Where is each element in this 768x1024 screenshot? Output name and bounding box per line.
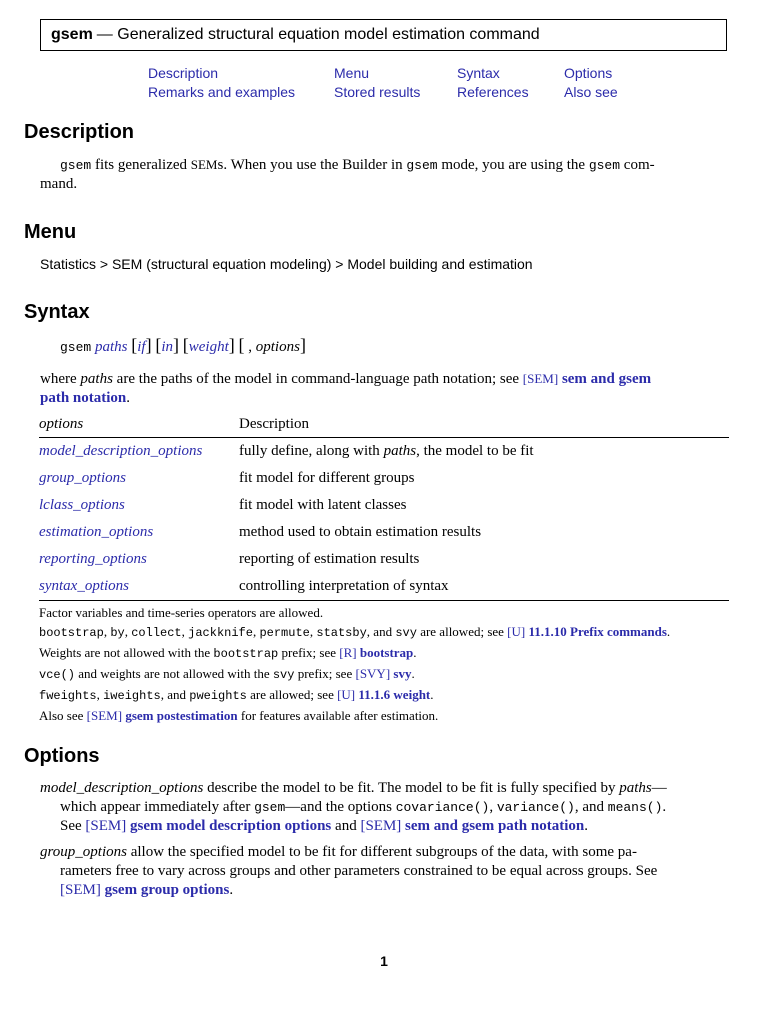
option-description: method used to obtain estimation results <box>239 524 482 540</box>
nav-link-also-see[interactable]: Also see <box>564 84 618 100</box>
ref-u[interactable]: [U] <box>507 624 526 639</box>
option-group: group_options allow the specified model to be fit for different subgroups of the data, with some pa- rameters free to vary across groups and other parameters constrained to be equal across groups. See [SEM] gsem group options. <box>40 844 658 898</box>
syntax-heading: Syntax <box>24 301 90 323</box>
table-header-options: options <box>39 412 239 438</box>
syntax-weight[interactable]: weight <box>188 339 229 355</box>
nav-link-description[interactable]: Description <box>148 65 219 81</box>
syntax-notes <box>39 603 729 725</box>
code-gsem: gsem <box>60 158 92 173</box>
link-prefix-commands[interactable]: 11.1.10 Prefix commands <box>528 624 667 639</box>
option-term: group_options <box>40 844 127 860</box>
option-term: model_description_options <box>40 780 204 796</box>
link-path-notation-2[interactable]: path notation <box>40 390 127 406</box>
ref-sem-5[interactable]: [SEM] <box>60 882 101 898</box>
command-title: — Generalized structural equation model estimation command <box>96 26 540 43</box>
description-text-c: mode, you are using the <box>441 157 586 173</box>
menu-path: Statistics > SEM (structural equation modeling) > Model building and estimation <box>40 256 533 272</box>
where-paths: paths <box>80 371 113 387</box>
link-model-description-options[interactable]: gsem model description options <box>130 818 332 834</box>
link-gsem-postestimation[interactable]: gsem postestimation <box>125 708 238 723</box>
note-vce-svy: vce() and weights are not allowed with the svy prefix; see [SVY] svy. <box>39 666 415 682</box>
page-number: 1 <box>380 953 388 969</box>
ref-u-2[interactable]: [U] <box>337 687 356 702</box>
option-description: fit model for different groups <box>239 470 415 486</box>
description-heading: Description <box>24 121 135 143</box>
title-box <box>40 19 727 51</box>
link-bootstrap[interactable]: bootstrap <box>359 645 414 660</box>
option-link[interactable]: group_options <box>39 470 126 486</box>
ref-r[interactable]: [R] <box>339 645 357 660</box>
description-paragraph <box>40 155 728 194</box>
nav-column-3 <box>457 64 529 102</box>
table-row <box>39 465 729 492</box>
note-weight-types: fweights, iweights, and pweights are allowed; see [U] 11.1.6 weight. <box>39 687 434 703</box>
note-weights-bootstrap: Weights are not allowed with the bootstrap prefix; see [R] bootstrap. <box>39 645 417 661</box>
syntax-options: options <box>255 339 300 355</box>
option-link[interactable]: syntax_options <box>39 573 239 601</box>
option-link[interactable]: lclass_options <box>39 497 125 513</box>
description-text-end: mand. <box>40 176 78 192</box>
link-svy[interactable]: svy <box>393 666 412 681</box>
ref-svy[interactable]: [SVY] <box>355 666 391 681</box>
syntax-cmd: gsem <box>60 340 92 355</box>
ref-sem-2[interactable]: [SEM] <box>86 708 123 723</box>
ref-sem[interactable]: [SEM] <box>522 371 559 386</box>
options-heading: Options <box>24 745 100 767</box>
note-factor-variables: Factor variables and time-series operators are allowed. <box>39 605 324 620</box>
nav-link-syntax[interactable]: Syntax <box>457 65 500 81</box>
option-description: fully define, along with paths, the model to be fit <box>239 443 534 459</box>
syntax-line: gsem paths [if] [in] [weight] [ , options] <box>60 335 306 355</box>
code-gsem-2: gsem <box>406 158 438 173</box>
nav-link-menu[interactable]: Menu <box>334 65 370 81</box>
nav-column-1 <box>148 64 295 102</box>
menu-heading: Menu <box>24 221 77 243</box>
sem-abbrev: SEM <box>190 157 218 172</box>
table-header-row <box>39 412 729 438</box>
link-path-notation-3[interactable]: sem and gsem path notation <box>405 818 585 834</box>
table-row <box>39 492 729 519</box>
note-prefixes: bootstrap, by, collect, jackknife, permute, statsby, and svy are allowed; see [U] 11.1.10 Prefix commands. <box>39 624 671 640</box>
description-text-b: s. When you use the Builder in <box>217 157 403 173</box>
link-group-options[interactable]: gsem group options <box>104 882 230 898</box>
table-header-description: Description <box>239 412 729 438</box>
where-text-a: where <box>40 371 77 387</box>
table-row <box>39 438 729 466</box>
nav-link-options[interactable]: Options <box>564 65 613 81</box>
description-text-a: fits generalized <box>94 157 188 173</box>
table-row <box>39 546 729 573</box>
option-description: reporting of estimation results <box>239 551 420 567</box>
syntax-in[interactable]: in <box>161 339 173 355</box>
note-postestimation: Also see [SEM] gsem postestimation for features available after estimation. <box>39 708 439 723</box>
option-description: controlling interpretation of syntax <box>239 573 729 601</box>
syntax-paths[interactable]: paths <box>94 339 128 355</box>
option-link[interactable]: reporting_options <box>39 551 147 567</box>
nav-link-remarks[interactable]: Remarks and examples <box>148 84 296 100</box>
nav-column-4 <box>564 64 618 102</box>
where-text-b: are the paths of the model in command-language path notation; see <box>116 371 520 387</box>
option-link[interactable]: estimation_options <box>39 524 154 540</box>
syntax-if[interactable]: if <box>137 339 146 355</box>
nav-link-references[interactable]: References <box>457 84 529 100</box>
table-row <box>39 519 729 546</box>
description-text-d: com- <box>623 157 655 173</box>
nav-column-2 <box>334 64 420 102</box>
where-paragraph: where paths are the paths of the model in command-language path notation; see [SEM] sem and gsem path notation. <box>40 371 652 406</box>
option-model-description: model_description_options describe the model to be fit. The model to be fit is fully specified by paths— which appear immediately after gsem—and the options covariance(), variance(), and means(). See [SEM] gsem model description options and [SEM] sem and gsem path notation. <box>40 780 667 834</box>
option-link[interactable]: model_description_options <box>39 443 203 459</box>
code-gsem-3: gsem <box>588 158 621 173</box>
ref-sem-4[interactable]: [SEM] <box>360 818 402 834</box>
nav-link-stored-results[interactable]: Stored results <box>334 84 421 100</box>
command-name: gsem <box>51 26 93 43</box>
options-table <box>39 412 729 601</box>
option-description: fit model with latent classes <box>239 497 407 513</box>
link-weight[interactable]: 11.1.6 weight <box>358 687 431 702</box>
link-path-notation-1[interactable]: sem and gsem <box>561 371 652 387</box>
ref-sem-3[interactable]: [SEM] <box>85 818 127 834</box>
table-row <box>39 573 729 601</box>
